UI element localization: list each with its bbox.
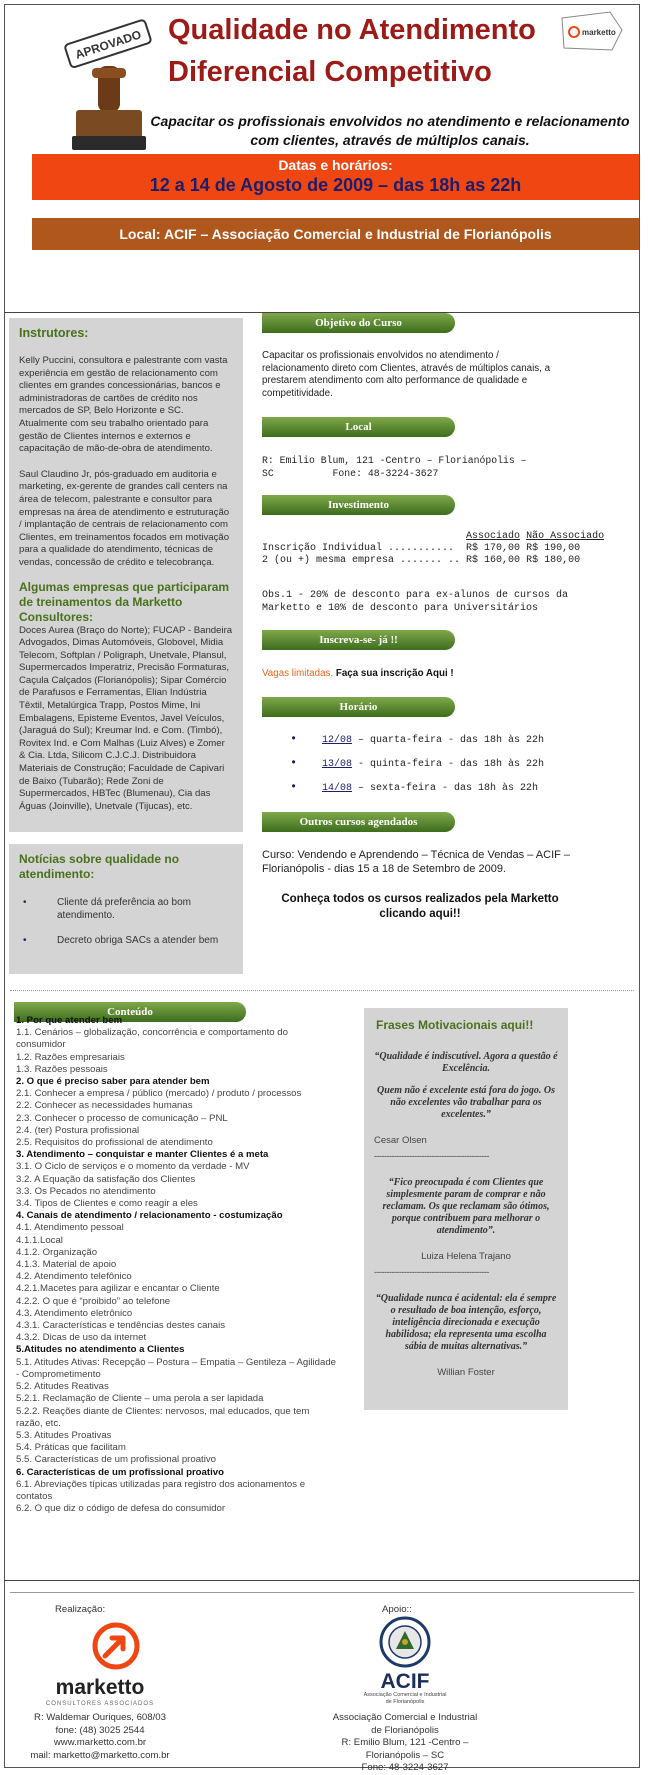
contents-section-title: 6. Características de um profissional proativo: [16, 1466, 224, 1478]
contents-item: 3.4. Tipos de Clientes e como reagir a eles: [16, 1198, 198, 1210]
objective-text: Capacitar os profissionais envolvidos no atendimento / relacionamento direto com Clientes, através de múltiplos canais, a prestarem atendimento com alto performance de qualidade e competitividade.: [262, 350, 551, 399]
bullet-icon: •: [290, 732, 298, 746]
marketto-address: R: Waldemar Ouriques, 608/03: [34, 1712, 166, 1723]
news-heading: Notícias sobre qualidade no atendimento:: [19, 852, 180, 881]
quote-author: Willian Foster: [437, 1367, 495, 1378]
news-item[interactable]: [19, 934, 233, 947]
price-table: [262, 531, 610, 567]
local-bar: Local: [262, 417, 455, 437]
marketto-logo-text: marketto: [55, 1676, 145, 1699]
marketto-tag[interactable]: [558, 8, 624, 54]
contents-bar: Conteúdo: [14, 1002, 246, 1022]
investment-bar: Investimento: [262, 495, 455, 515]
marketto-logo-icon: [90, 1620, 142, 1672]
acif-logo-subtitle: Associação Comercial e Industrial de Florianópolis: [363, 1692, 447, 1705]
local-address: [262, 455, 582, 480]
quote-text: “Qualidade nunca é acidental: ela é sempre o resultado de boa intenção, esforço, inteligência direcionada e execução habilidosa; ela representa uma escolha sábia de muitas alternativas.”: [375, 1293, 557, 1352]
contents-item: 1.1. Cenários – globalização, concorrência e comportamento do consumidor: [16, 1027, 288, 1051]
dates-label: Datas e horários:: [278, 157, 393, 173]
contents-item: 2.3. Conhecer o processo de comunicação – PNL: [16, 1112, 228, 1124]
other-courses-bar: Outros cursos agendados: [262, 812, 455, 832]
investment-obs: Obs.1 - 20% de desconto para ex-alunos de cursos da Marketto e 10% de desconto para Universitários: [262, 590, 569, 614]
marketto-email-link[interactable]: mail: marketto@marketto.com.br: [30, 1749, 170, 1761]
schedule-item: [290, 780, 590, 796]
contents-item: 5.1. Atitudes Ativas: Recepção – Postura – Empatia – Gentileza – Agilidade - Comprometimento: [16, 1356, 336, 1380]
acif-seal-icon: [378, 1615, 432, 1669]
contents-item: 2.5. Requisitos do profissional de atendimento: [16, 1137, 213, 1149]
address-line: SC Fone: 48-3224-3627: [262, 467, 439, 479]
divider: [10, 1592, 634, 1593]
quote-text: “Qualidade é indiscutível. Agora a questão é Excelência.: [374, 1051, 558, 1074]
bullet-icon: •: [23, 897, 27, 908]
companies-list: Doces Aurea (Braço do Norte); FUCAP - Bandeira Advogados, Dimas Automóveis, Globovel, Midia Telecom, Softplan / Poligraph, Unetvale, Plansul, Supermercados Imperatriz, Precisão Formaturas, Caçula Calçados (Florianópolis); Sipar Comércio de Parafusos e Ferramentas, Elian Indústria Têxtil, Metalúrgica Trapp, Postos Mime, Ini Embalagens, Episteme Eventos, Javel Veículos, (Jaraguá do Sul); Kreumar Ind. e Com. (Timbó), Rovitex Ind. e Com Malhas (Luiz Alves) e Zomer & Cia. Ltda, Silicom C.J.C.J. Distribuidora Materiais de Construção; Faculdade de Capivari de Baixo (Tubarão); Rede Zoni de Supermercados, HBTec (Blumenau), Cia das Águas (Joinville), Unetvale (Tijucas), etc.: [19, 624, 233, 812]
schedule-item: [290, 756, 590, 772]
quote-separator: ----------------------------------------------: [374, 1267, 489, 1277]
contents-item: 1.3. Razões pessoais: [16, 1063, 108, 1075]
stamp-text: APROVADO: [73, 27, 143, 62]
acif-line: R: Emilio Blum, 121 -Centro –: [341, 1737, 469, 1748]
quote-author: Cesar Olsen: [374, 1135, 427, 1146]
contents-item: 5.2. Atitudes Reativas: [16, 1381, 109, 1393]
contents-item: 6.1. Abreviações típicas utilizadas para registro dos acionamentos e contatos: [16, 1478, 306, 1502]
quote-text: Quem não é excelente está fora do jogo. Os não excelentes vão trabalhar para os excelentes.”: [376, 1085, 556, 1120]
contents-item: 3.1. O Ciclo de serviços e o momento da verdade - MV: [16, 1161, 250, 1173]
news-item[interactable]: [19, 896, 233, 922]
contents-item: 5.2.2. Reações diante de Clientes: nervosos, mal educados, que tem razão, etc.: [16, 1405, 310, 1429]
address-line: R: Emilio Blum, 121 -Centro – Florianópolis –: [262, 455, 527, 466]
contents-item: 1.2. Razões empresariais: [16, 1051, 125, 1063]
schedule-item: [290, 732, 590, 748]
signup-bar[interactable]: Inscreva-se- já !!: [262, 630, 455, 650]
page-title-line1: Qualidade no Atendimento: [168, 14, 536, 46]
col-nao-associado: Não Associado: [526, 531, 605, 542]
other-course-text: Curso: Vendendo e Aprendendo – Técnica de Vendas – ACIF – Florianópolis - dias 15 a 18 de Setembro de 2009.: [262, 849, 571, 875]
contents-section-title: 2. O que é preciso saber para atender bem: [16, 1076, 210, 1088]
schedule-detail: – quarta-feira - das 18h às 22h: [352, 735, 545, 746]
schedule-date: 14/08: [322, 783, 353, 794]
contents-item: 5.2.1. Reclamação de Cliente – uma perola a ser lapidada: [16, 1393, 264, 1405]
marketto-contact: [10, 1712, 190, 1762]
quote-author: Luiza Helena Trajano: [421, 1251, 511, 1262]
signup-line: [262, 668, 582, 681]
contents-item: 2.1. Conhecer a empresa / público (mercado) / produto / processos: [16, 1088, 302, 1100]
contents-item: 2.4. (ter) Postura profissional: [16, 1124, 140, 1136]
schedule-bar: Horário: [262, 697, 455, 717]
contents-item: 4.3. Atendimento eletrônico: [16, 1307, 133, 1319]
contents-section-title: 5.Atitudes no atendimento a Clientes: [16, 1344, 185, 1356]
dates-banner: [32, 154, 639, 200]
marketto-phone: fone: (48) 3025 2544: [55, 1724, 145, 1736]
companies-heading: Algumas empresas que participaram de treinamentos da Marketto Consultores:: [19, 579, 230, 624]
quote-separator: ----------------------------------------------: [374, 1151, 489, 1161]
location-banner: Local: ACIF – Associação Comercial e Industrial de Florianópolis: [32, 218, 639, 250]
price-nao: R$ 190,00: [526, 543, 581, 554]
apoio-label: Apoio::: [382, 1604, 412, 1615]
bullet-icon: •: [290, 780, 298, 794]
price-assoc: R$ 170,00: [466, 543, 521, 554]
tag-label: marketto: [582, 28, 616, 37]
contents-item: 4.2.2. O que é “proibido” ao telefone: [16, 1295, 171, 1307]
dates-value: 12 a 14 de Agosto de 2009 – das 18h as 22h: [149, 175, 522, 195]
contents-section-title: 3. Atendimento – conquistar e manter Clientes é a meta: [16, 1149, 269, 1161]
schedule-list: [290, 732, 590, 804]
objective-bar: Objetivo do Curso: [262, 313, 455, 333]
price-assoc: R$ 160,00: [466, 555, 521, 566]
contents-item: 4.1.1.Local: [16, 1234, 63, 1246]
realizacao-label: Realização:: [55, 1604, 106, 1615]
marketto-logo-subtitle: CONSULTORES ASSOCIADOS: [45, 1701, 155, 1707]
contents-item: 5.4. Práticas que facilitam: [16, 1442, 126, 1454]
bullet-icon: •: [23, 935, 27, 946]
schedule-date: 12/08: [322, 735, 353, 746]
acif-line: Associação Comercial e Industrial: [332, 1712, 478, 1723]
news-item-link[interactable]: Cliente dá preferência ao bom atendimento.: [57, 897, 191, 921]
contents-item: 6.2. O que diz o código de defesa do consumidor: [16, 1503, 226, 1515]
contents-section-title: 4. Canais de atendimento / relacionamento - costumização: [16, 1210, 283, 1222]
contents-item: 4.1. Atendimento pessoal: [16, 1222, 124, 1234]
contents-item: 5.5. Características de um profissional proativo: [16, 1454, 216, 1466]
contents-item: 5.3. Atitudes Proativas: [16, 1429, 112, 1441]
price-label: 2 (ou +) mesma empresa ....... ..: [262, 555, 461, 566]
instructors-heading: Instrutores:: [19, 326, 89, 340]
page-title-line2: Diferencial Competitivo: [168, 56, 492, 88]
price-nao: R$ 180,00: [526, 555, 581, 566]
contents-item: 3.2. A Equação da satisfação dos Clientes: [16, 1173, 196, 1185]
acif-line: Florianópolis – SC: [365, 1749, 445, 1761]
contents-item: 4.2. Atendimento telefônico: [16, 1271, 132, 1283]
table-row: [262, 555, 610, 567]
quote-text: “Fico preocupada é com Clientes que simplesmente param de comprar e não reclamam. Os que reclamam são ótimos, porque contribuem para melhorar o atendimento”.: [382, 1177, 550, 1236]
approved-stamp-image: [52, 14, 162, 162]
acif-logo-text: ACIF: [380, 1670, 430, 1693]
contents-item: 3.3. Os Pecados no atendimento: [16, 1185, 156, 1197]
contents-item: 4.3.1. Características e tendências destes canais: [16, 1320, 226, 1332]
contents-item: 4.3.2. Dicas de uso da internet: [16, 1332, 147, 1344]
divider: [10, 990, 634, 991]
limited-seats: Vagas limitadas.: [262, 668, 334, 679]
quotes-panel: [364, 1008, 568, 1410]
price-label: Inscrição Individual ...........: [262, 543, 455, 554]
news-item-link[interactable]: Decreto obriga SACs a atender bem: [57, 935, 219, 946]
signup-link[interactable]: Faça sua inscrição Aqui !: [333, 668, 454, 679]
contents-item: 2.2. Conhecer as necessidades humanas: [16, 1100, 193, 1112]
col-associado: Associado: [466, 531, 521, 542]
quotes-heading: Frases Motivacionais aqui!!: [376, 1018, 534, 1032]
header-subtitle: Capacitar os profissionais envolvidos no atendimento e relacionamento com clientes, através de múltiplos canais.: [150, 113, 630, 148]
schedule-detail: - quinta-feira - das 18h às 22h: [352, 759, 545, 770]
divider: [4, 1580, 640, 1581]
marketto-site-link[interactable]: www.marketto.com.br: [53, 1737, 147, 1748]
instructor-bio-kelly: Kelly Puccini, consultora e palestrante com vasta experiência em gestão de relacionamento com clientes em grandes concessionárias, bancos e administradoras de cartões de crédito nos mercados de SP, Belo Horizonte e SC. Atualmente com seu trabalho orientado para gestão de Clientes internos e externos e capacitação de mão-de-obra de atendimento.: [19, 355, 228, 455]
instructors-panel: [9, 318, 243, 832]
contents-section-title: 1. Por que atender bem: [16, 1015, 123, 1026]
acif-contact: [300, 1712, 510, 1775]
table-row: [262, 543, 610, 555]
contents-item: 4.2.1.Macetes para agilizar e encantar o Cliente: [16, 1283, 220, 1295]
acif-line: de Florianópolis: [371, 1724, 439, 1736]
contents-item: 4.1.2. Organização: [16, 1246, 98, 1258]
schedule-detail: – sexta-feira - das 18h às 22h: [352, 783, 539, 794]
tag-icon: [558, 8, 624, 54]
instructor-bio-saul: Saul Claudino Jr, pós-graduado em auditoria e marketing, ex-gerente de grandes call centers na área de telecom, palestrante e consultor para empresas na área de atendimento e estruturação / implantação de centrais de relacionamento com Clientes, em treinamentos focados em motivação para a qualidade do atendimento, técnicas de vendas, concessão de crédito e telecobrança.: [19, 468, 230, 568]
contents-list: [16, 1015, 336, 1515]
news-panel: [9, 844, 243, 974]
acif-line: Fone: 48-3224-3627: [361, 1762, 449, 1773]
schedule-date: 13/08: [322, 759, 353, 770]
contents-item: 4.1.3. Material de apoio: [16, 1259, 117, 1271]
bullet-icon: •: [290, 756, 298, 770]
all-courses-link[interactable]: Conheça todos os cursos realizados pela Marketto clicando aqui!!: [281, 893, 559, 920]
